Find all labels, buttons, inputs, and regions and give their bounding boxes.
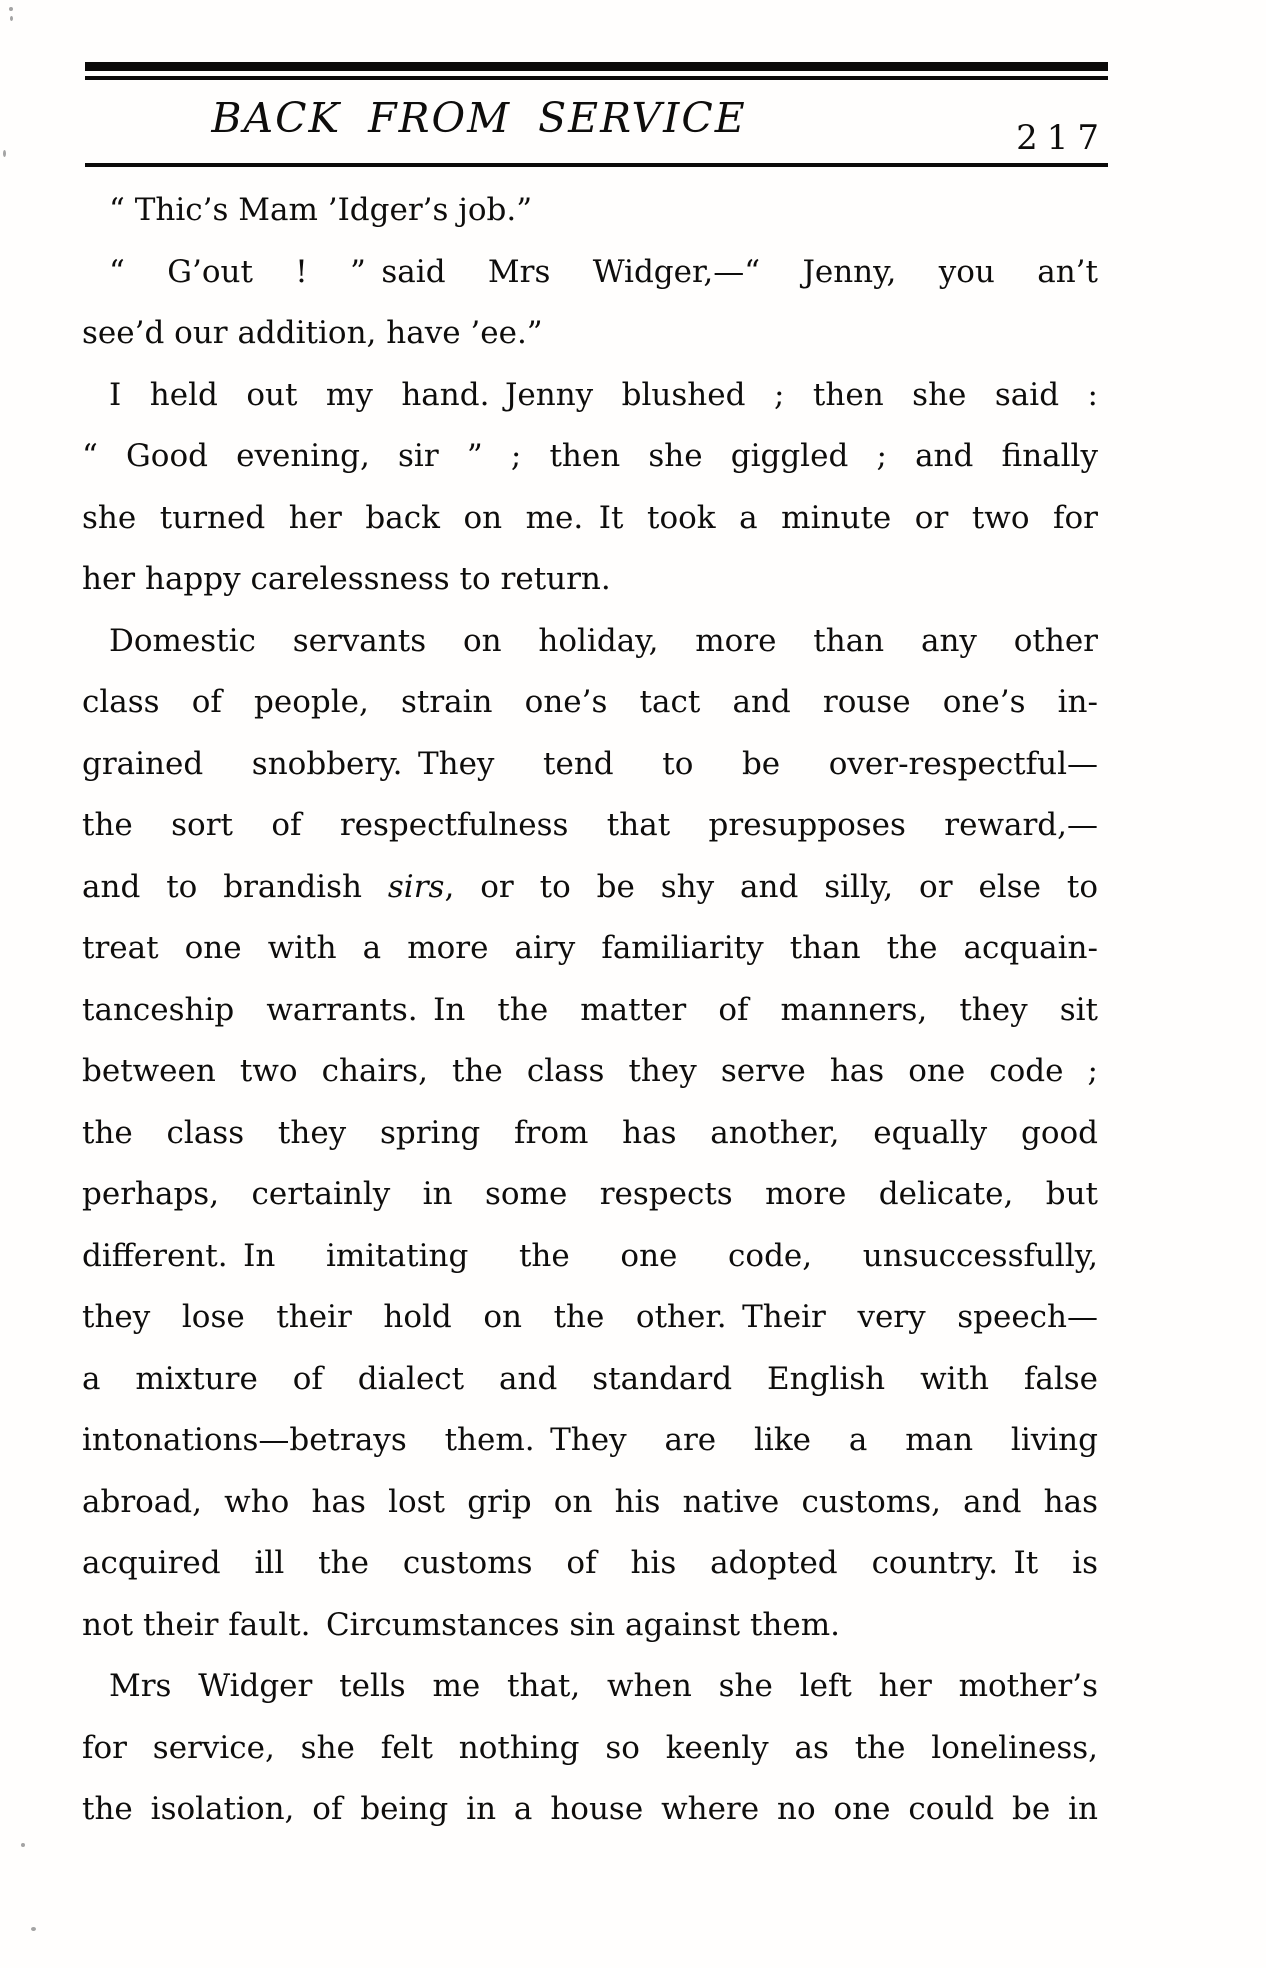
text-line: a mixture of dialect and standard English with false: [82, 1360, 1098, 1397]
text-line: the isolation, of being in a house where no one could be in: [82, 1791, 1098, 1827]
text-line: she turned her back on me. It took a minute or two for: [82, 499, 1098, 536]
header-rule: [85, 163, 1108, 167]
scan-speck: [3, 150, 6, 157]
text-line: Mrs Widger tells me that, when she left her mother’s: [109, 1668, 1098, 1704]
text-line: her happy carelessness to return.: [82, 561, 611, 597]
text-line: class of people, strain one’s tact and rouse one’s in-: [82, 684, 1098, 720]
page-body: [82, 180, 1098, 1841]
text-line: they lose their hold on the other. Their very speech—: [82, 1299, 1098, 1335]
text-line: different. In imitating the one code, unsuccessfully,: [82, 1237, 1098, 1274]
text-line: “ Good evening, sir ” ; then she giggled ; and finally: [82, 438, 1098, 474]
text-line: treat one with a more airy familiarity than the acquain-: [82, 930, 1098, 966]
scan-speck: [21, 1843, 25, 1847]
text-line: Domestic servants on holiday, more than any other: [109, 622, 1098, 659]
text-line: and to brandish sirs, or to be shy and silly, or else to: [82, 868, 1098, 905]
text-line: tanceship warrants. In the matter of manners, they sit: [82, 991, 1098, 1028]
text-line: I held out my hand. Jenny blushed ; then she said :: [109, 376, 1098, 413]
text-line: “ Thic’s Mam ’Idger’s job.”: [109, 192, 533, 228]
text-line: perhaps, certainly in some respects more delicate, but: [82, 1176, 1098, 1212]
scan-speck: [10, 16, 13, 21]
text-line: acquired ill the customs of his adopted country. It is: [82, 1545, 1098, 1581]
scan-speck: [9, 7, 13, 11]
italic-text: sirs: [387, 868, 445, 905]
text-line: “ G’out ! ” said Mrs Widger,—“ Jenny, you an’t: [109, 253, 1098, 290]
running-head: [85, 0, 1108, 170]
text-line: between two chairs, the class they serve has one code ;: [82, 1053, 1098, 1089]
text-line: intonations—betrays them. They are like a man living: [82, 1422, 1098, 1458]
text-line: the sort of respectfulness that presupposes reward,—: [82, 807, 1098, 843]
text-line: see’d our addition, have ’ee.”: [82, 315, 543, 351]
text-line: the class they spring from has another, equally good: [82, 1114, 1098, 1151]
text-line: abroad, who has lost grip on his native customs, and has: [82, 1483, 1098, 1520]
running-head-title: BACK FROM SERVICE: [211, 94, 747, 142]
text-line: for service, she felt nothing so keenly as the loneliness,: [82, 1729, 1098, 1766]
scan-speck: [31, 1927, 36, 1931]
page-number: 217: [1016, 118, 1108, 158]
text-line: grained snobbery. They tend to be over-respectful—: [82, 745, 1098, 782]
text-line: not their fault. Circumstances sin against them.: [82, 1606, 840, 1643]
